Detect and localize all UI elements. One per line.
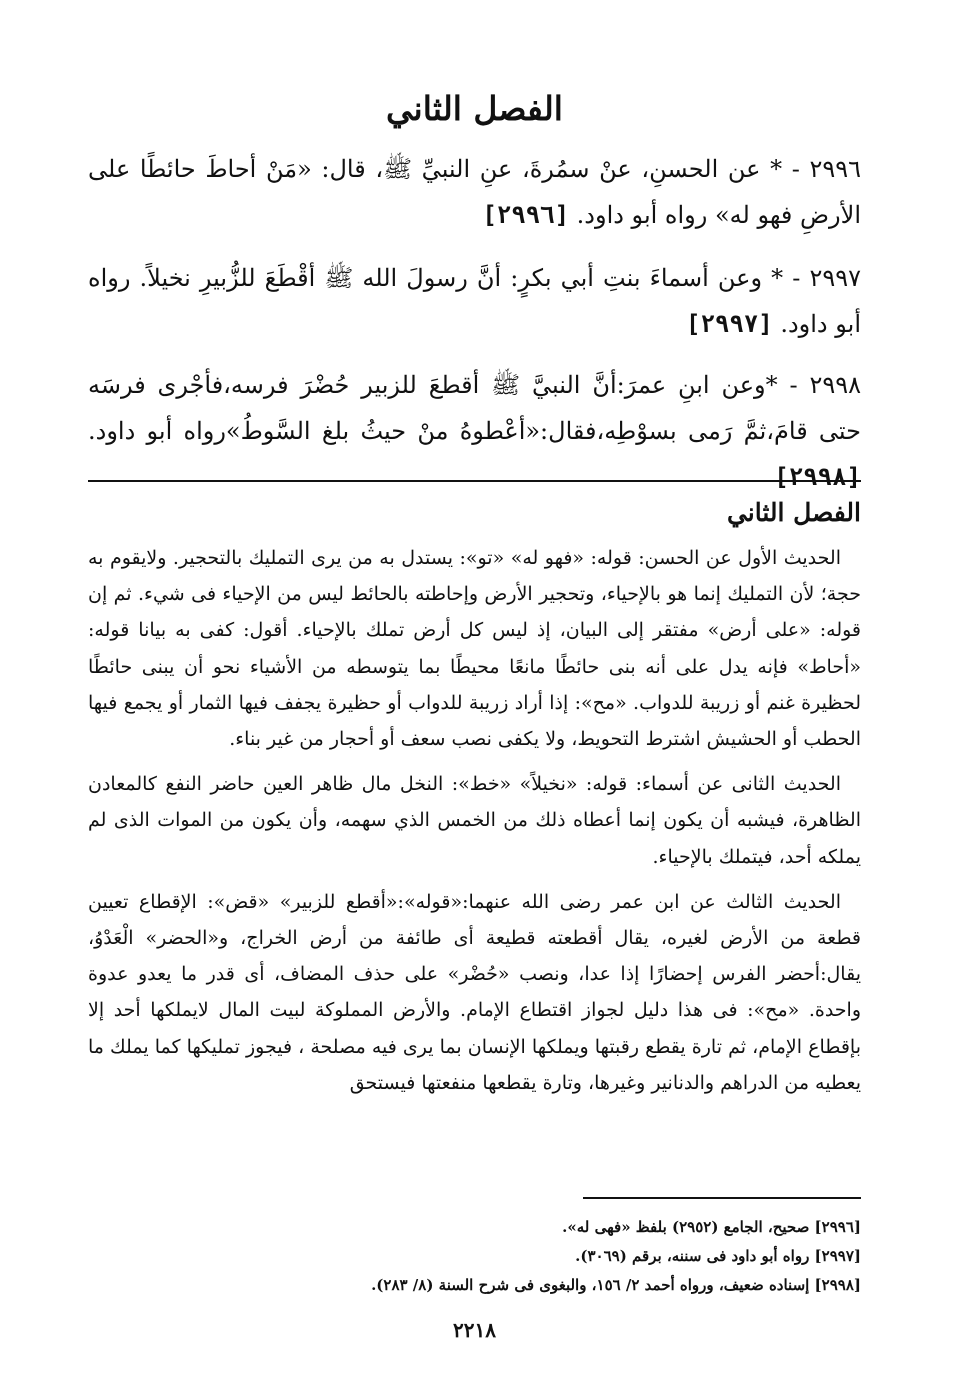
book-page — [88, 0, 861, 1387]
commentary-paragraph: الحديث الأول عن الحسن: قوله: «فهو له» «تو»: يستدل به من يرى التمليك بالتحجير. ولايقوم به حجة؛ لأن التمليك إنما هو بالإحياء، وتحجير الأرض وإحاطته بالحائط ليس من الإحياء فى شيء. ثم إن قوله: «على أرض» مفتقر إلى البيان، إذ ليس كل أرض تملك بالإحياء. أقول: كفى به بيانا قوله: «أحاط» فإنه يدل على أنه بنى حائطًا مانعًا محيطًا بما يتوسطه من الأشياء نحو أن يبنى حائطًا لحظيرة غنم أو زريبة للدواب. «مح»: إذا أراد زريبة للدواب أو حظيرة يجفف فيها الثمار أو يجمع فيها الحطب أو الحشيش اشترط التحويط، ولا يكفى نصب سعف أو أحجار من غير بناء. — [88, 547, 861, 751]
footnote-divider — [583, 1197, 861, 1199]
hadith-text: ٢٩٩٧ - * وعن أسماءَ بنتِ أبي بكرٍ: أنَّ رسولَ الله ﷺ أقْطَعَ للزُّبيرِ نخيلاً. رواه أبو داود. — [88, 264, 861, 338]
section-title: الفصل الثاني — [386, 89, 563, 128]
hadith-text: ٢٩٩٦ - * عن الحسنِ، عنْ سمُرةَ، عنِ النبيِّ ﷺ، قال: «مَنْ أحاطَ حائطًا على الأرضِ فهو له» رواه أبو داود. — [88, 155, 862, 229]
hadith-text: ٢٩٩٨ - *وعن ابنِ عمرَ:أنَّ النبيَّ ﷺ أقطعَ للزبير حُضْرَ فرسه،فأجْرى فرسَه حتى قامَ،ثمَّ رَمى بسوْطِه،فقال:«أعْطوهُ منْ حيثُ بلغ السَّوطُ»رواه أبو داود. — [88, 371, 862, 445]
hadith-ref: [٢٩٩٧] — [686, 310, 773, 338]
hadith-ref: [٢٩٩٨] — [774, 463, 861, 491]
hadith-2996 — [88, 146, 861, 238]
footnote: [٢٩٩٦] صحيح، الجامع (٢٩٥٢) بلفظ «فهى له». — [562, 1218, 861, 1236]
footnote: [٢٩٩٨] إسناده ضعيف، ورواه أحمد ٢/ ١٥٦، والبغوى فى شرح السنة (٨/ ٢٨٣). — [371, 1276, 861, 1294]
hadith-2997 — [88, 255, 861, 347]
footnotes — [88, 1213, 861, 1300]
hadith-ref: [٢٩٩٦] — [482, 201, 570, 229]
page-number: ٢٢١٨ — [453, 1318, 496, 1342]
commentary-title: الفصل الثاني — [726, 498, 861, 527]
commentary — [88, 540, 861, 1110]
commentary-paragraph: الحديث الثانى عن أسماء: قوله: «نخيلاً» «خط»: النخل مال ظاهر العين حاضر النفع كالمعادن الظاهرة، فيشبه أن يكون إنما أعطاه ذلك من الخمس الذي سهمه، وأن يكون من الموات الذى لم يملكه أحد، فيتملك بالإحياء. — [88, 773, 861, 868]
commentary-paragraph: الحديث الثالث عن ابن عمر رضى الله عنهما:«قوله»:«أقطع للزبير» «قض»: الإقطاع تعيين قطعة من الأرض لغيره، يقال أقطعته قطيعة أى طائفة من أرض الخراج، و«الحضر» الْعَدْوُ، يقال:أحضر الفرس إحضارًا إذا عدا، ونصب «حُضْر» على حذف المضاف، أى قدر ما يعدو عدوة واحدة. «مح»: فى هذا دليل لجواز اقتطاع الإمام. والأرض المملوكة لبيت المال لايملكها أحد إلا بإقطاع الإمام، ثم تارة يقطع رقبتها ويملكها الإنسان بما يرى فيه مصلحة ، فيجوز تمليكها كما يملك ما يعطيه من الدراهم والدنانير وغيرها، وتارة يقطعها منفعتها فيستحق — [88, 890, 861, 1094]
footnote: [٢٩٩٧] رواه أبو داود فى سننه، برقم (٣٠٦٩). — [575, 1247, 861, 1265]
section-divider — [88, 480, 861, 482]
